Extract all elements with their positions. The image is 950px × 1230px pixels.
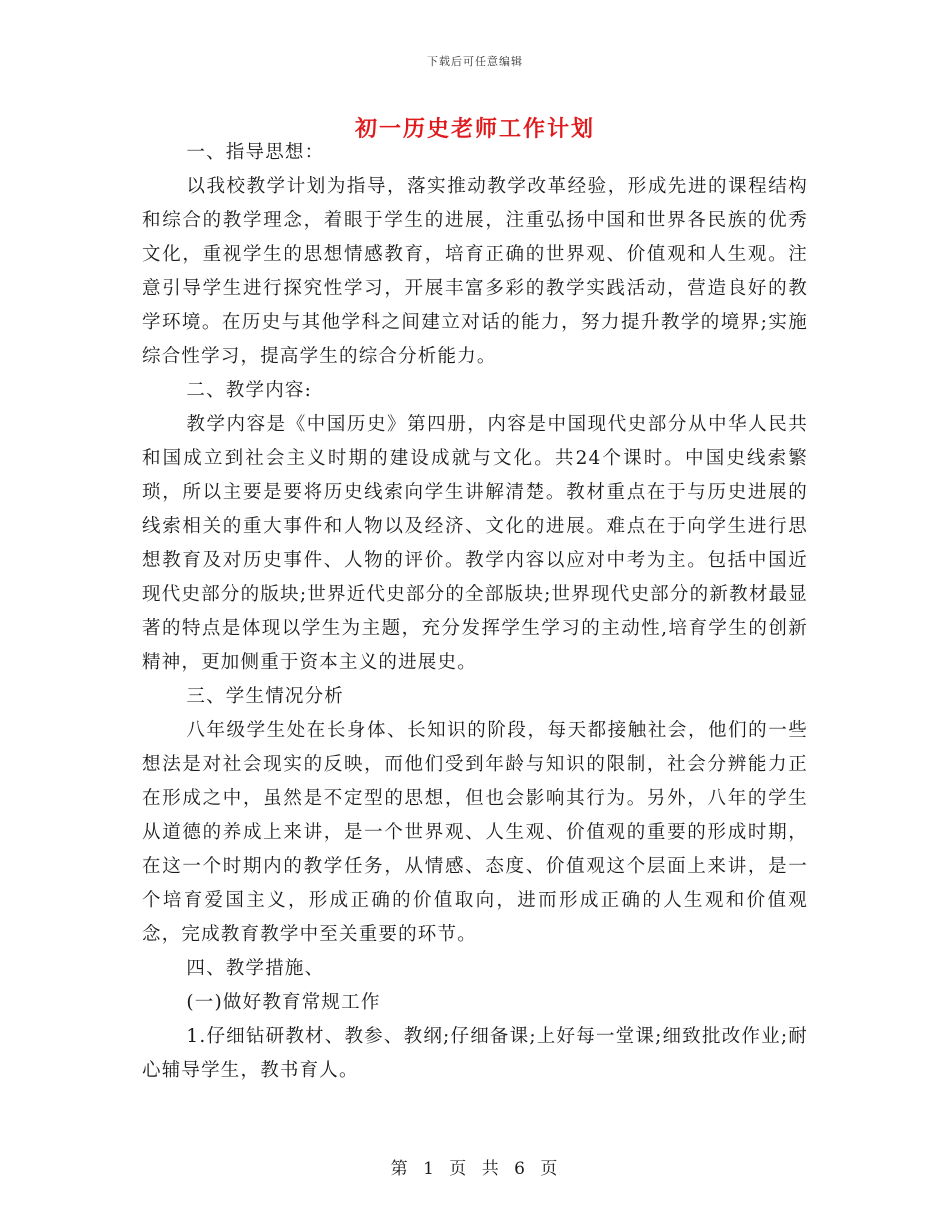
paragraph-student-analysis: 八年级学生处在长身体、长知识的阶段，每天都接触社会，他们的一些想法是对社会现实的反映，而他们受到年龄与知识的限制，社会分辨能力正在形成之中，虽然是不定型的思想，但也会影响其行为。另外，八年的学生从道德的养成上来讲，是一个世界观、人生观、价值观的重要的形成时期，在这一个时期内的教学任务，从情感、态度、价值观这个层面上来讲，是一个培育爱国主义，形成正确的价值取向，进而形成正确的人生观和价值观念，完成教育教学中至关重要的环节。 bbox=[142, 720, 808, 945]
section-heading-guiding-thought: 一、指导思想： bbox=[186, 142, 325, 163]
document-body bbox=[142, 136, 808, 1088]
subsection-heading-routine-work: (一)做好教育常规工作 bbox=[186, 992, 381, 1013]
paragraph-teaching-content: 教学内容是《中国历史》第四册，内容是中国现代史部分从中华人民共和国成立到社会主义时期的建设成就与文化。共24个课时。中国史线索繁琐，所以主要是要将历史线索向学生讲解清楚。教材重点在于与历史进展的线索相关的重大事件和人物以及经济、文化的进展。难点在于向学生进行思想教育及对历史事件、人物的评价。教学内容以应对中考为主。包括中国近现代史部分的版块;世界近代史部分的全部版块;世界现代史部分的新教材最显著的特点是体现以学生为主题，充分发挥学生学习的主动性,培育学生的创新精神，更加侧重于资本主义的进展史。 bbox=[142, 414, 808, 673]
paragraph-guiding-thought: 以我校教学计划为指导，落实推动教学改革经验，形成先进的课程结构和综合的教学理念，着眼于学生的进展，注重弘扬中国和世界各民族的优秀文化，重视学生的思想情感教育，培育正确的世界观、价值观和人生观。注意引导学生进行探究性学习，开展丰富多彩的教学实践活动，营造良好的教学环境。在历史与其他学科之间建立对话的能力，努力提升教学的境界;实施综合性学习，提高学生的综合分析能力。 bbox=[142, 176, 808, 367]
header-note: 下载后可任意编辑 bbox=[427, 55, 523, 68]
page-number-footer: 第 1 页 共 6 页 bbox=[390, 1159, 560, 1179]
document-title: 初一历史老师工作计划 bbox=[354, 116, 595, 142]
section-heading-student-analysis: 三、学生情况分析 bbox=[186, 686, 344, 707]
section-heading-teaching-content: 二、教学内容: bbox=[186, 380, 313, 401]
section-heading-teaching-measures: 四、教学措施、 bbox=[186, 958, 325, 979]
paragraph-routine-item-1: 1.仔细钻研教材、教参、教纲;仔细备课;上好每一堂课;细致批改作业;耐心辅导学生，教书育人。 bbox=[142, 1026, 808, 1081]
